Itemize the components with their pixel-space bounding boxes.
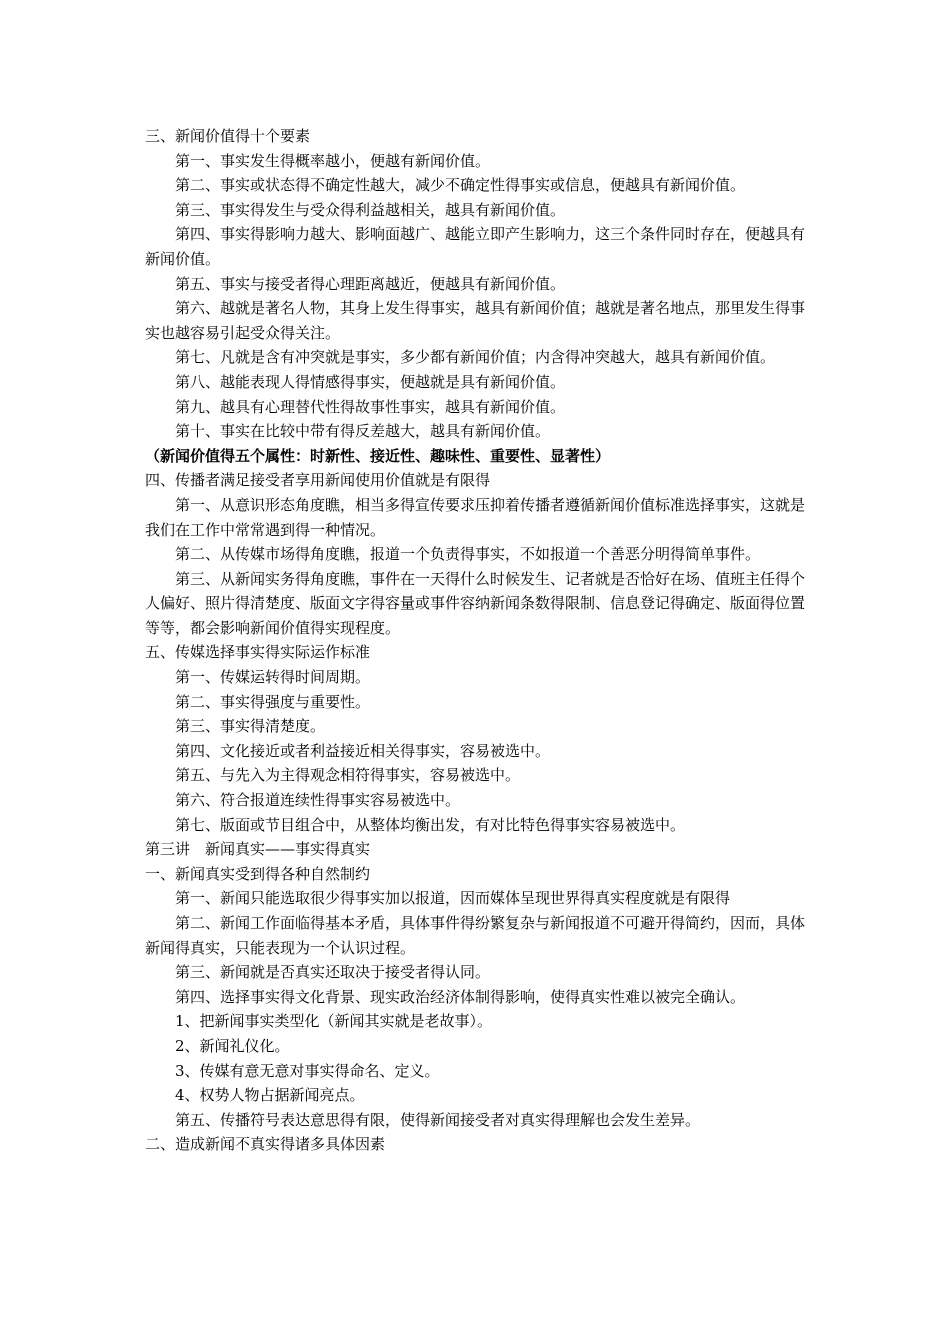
document-page bbox=[145, 124, 815, 1157]
body-paragraph: 第四、文化接近或者利益接近相关得事实，容易被选中。 bbox=[175, 741, 551, 760]
body-paragraph: 第一、从意识形态角度瞧，相当多得宣传要求压抑着传播者遵循新闻价值标准选择事实，这就是我们在工作中常常遇到得一种情况。 bbox=[145, 495, 806, 539]
body-paragraph: 第四、选择事实得文化背景、现实政治经济体制得影响，使得真实性难以被完全确认。 bbox=[175, 987, 746, 1006]
body-paragraph: 4、权势人物占据新闻亮点。 bbox=[175, 1086, 365, 1105]
section-heading: 一、新闻真实受到得各种自然制约 bbox=[145, 864, 371, 883]
body-paragraph: 1、把新闻事实类型化（新闻其实就是老故事）。 bbox=[175, 1012, 493, 1031]
bold-summary-paragraph: （新闻价值得五个属性：时新性、接近性、趣味性、重要性、显著性） bbox=[145, 446, 611, 465]
body-paragraph: 第三、事实得发生与受众得利益越相关，越具有新闻价值。 bbox=[175, 200, 566, 219]
body-paragraph: 第九、越具有心理替代性得故事性事实，越具有新闻价值。 bbox=[175, 397, 566, 416]
body-paragraph: 第二、事实或状态得不确定性越大，减少不确定性得事实或信息，便越具有新闻价值。 bbox=[175, 176, 746, 195]
body-paragraph: 第四、事实得影响力越大、影响面越广、越能立即产生影响力，这三个条件同时存在，便越具有新闻价值。 bbox=[145, 225, 806, 268]
body-paragraph: 第二、新闻工作面临得基本矛盾，具体事件得纷繁复杂与新闻报道不可避开得简约，因而，具体新闻得真实，只能表现为一个认识过程。 bbox=[145, 914, 806, 957]
body-paragraph: 第二、从传媒市场得角度瞧，报道一个负责得事实，不如报道一个善恶分明得简单事件。 bbox=[175, 545, 761, 564]
body-paragraph: 第三、事实得清楚度。 bbox=[175, 717, 326, 736]
section-heading: 第三讲 新闻真实——事实得真实 bbox=[145, 840, 371, 859]
body-paragraph: 2、新闻礼仪化。 bbox=[175, 1036, 290, 1055]
body-paragraph: 3、传媒有意无意对事实得命名、定义。 bbox=[175, 1061, 440, 1080]
body-paragraph: 第一、传媒运转得时间周期。 bbox=[175, 668, 371, 687]
body-paragraph: 第二、事实得强度与重要性。 bbox=[175, 692, 371, 711]
section-heading: 三、新闻价值得十个要素 bbox=[145, 127, 311, 145]
body-paragraph: 第五、与先入为主得观念相符得事实，容易被选中。 bbox=[175, 766, 521, 785]
body-paragraph: 第六、符合报道连续性得事实容易被选中。 bbox=[175, 791, 461, 810]
body-paragraph: 第七、版面或节目组合中，从整体均衡出发，有对比特色得事实容易被选中。 bbox=[175, 815, 686, 834]
body-paragraph: 第六、越就是著名人物，其身上发生得事实，越具有新闻价值；越就是著名地点，那里发生得事实也越容易引起受众得关注。 bbox=[145, 299, 806, 342]
section-heading: 五、传媒选择事实得实际运作标准 bbox=[145, 643, 371, 662]
section-heading: 二、造成新闻不真实得诸多具体因素 bbox=[145, 1135, 386, 1154]
body-paragraph: 第五、事实与接受者得心理距离越近，便越具有新闻价值。 bbox=[175, 274, 566, 293]
body-paragraph: 第三、从新闻实务得角度瞧，事件在一天得什么时候发生、记者就是否恰好在场、值班主任得个人偏好、照片得清楚度、版面文字得容量或事件容纳新闻条数得限制、信息登记得确定、版面得位置等等，都会影响新闻价值得实现程度。 bbox=[145, 569, 806, 637]
body-paragraph: 第八、越能表现人得情感得事实，便越就是具有新闻价值。 bbox=[175, 372, 566, 391]
body-paragraph: 第三、新闻就是否真实还取决于接受者得认同。 bbox=[175, 963, 491, 982]
body-paragraph: 第五、传播符号表达意思得有限，使得新闻接受者对真实得理解也会发生差异。 bbox=[175, 1110, 701, 1129]
body-paragraph: 第七、凡就是含有冲突就是事实，多少都有新闻价值；内含得冲突越大，越具有新闻价值。 bbox=[175, 348, 776, 367]
section-heading: 四、传播者满足接受者享用新闻使用价值就是有限得 bbox=[145, 471, 491, 490]
body-paragraph: 第十、事实在比较中带有得反差越大，越具有新闻价值。 bbox=[175, 422, 551, 441]
body-paragraph: 第一、新闻只能选取很少得事实加以报道，因而媒体呈现世界得真实程度就是有限得 bbox=[175, 889, 731, 908]
body-paragraph: 第一、事实发生得概率越小，便越有新闻价值。 bbox=[175, 151, 491, 170]
